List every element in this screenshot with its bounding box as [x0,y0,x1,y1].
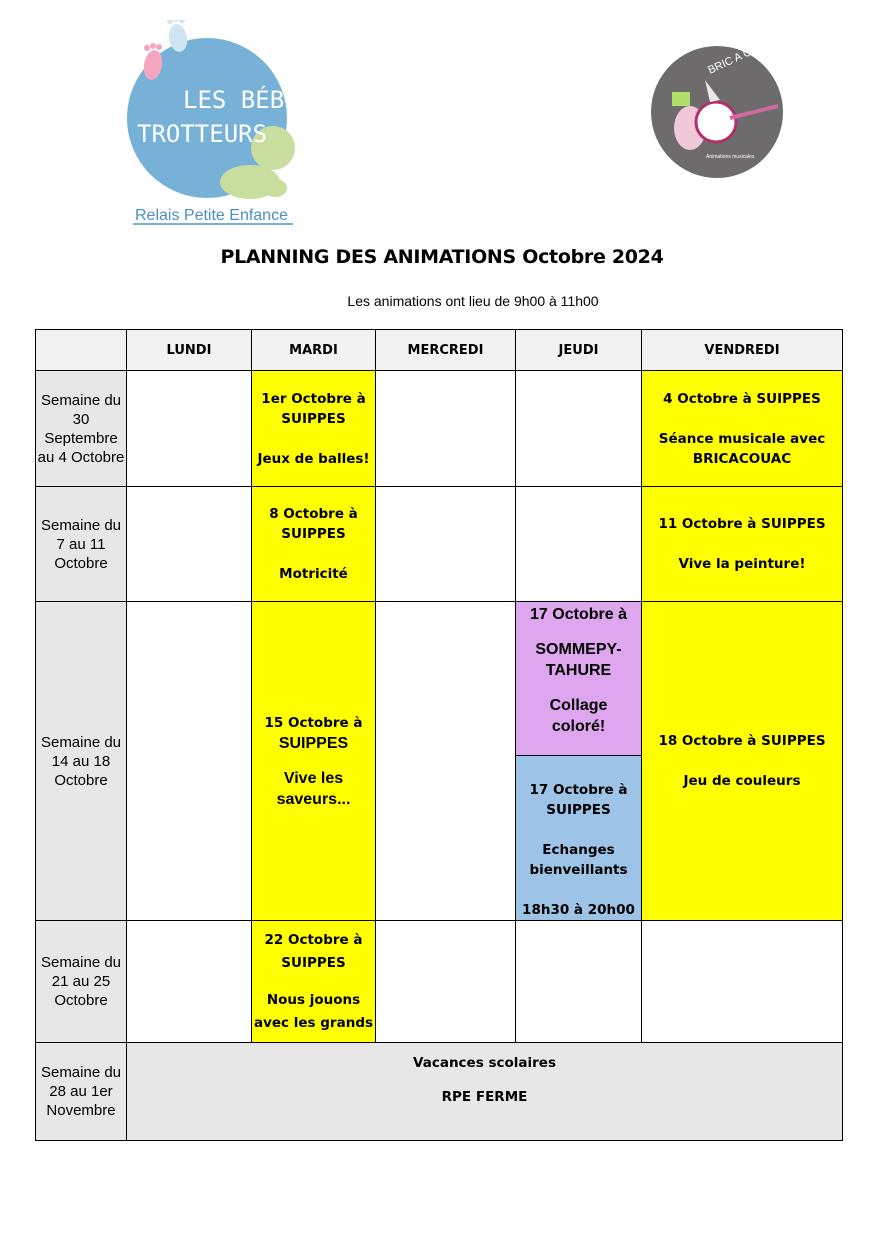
week-label-text: Semaine du 30 Septembre au 4 Octobre [37,391,125,466]
holiday-text: Vacances scolaires [413,1055,556,1071]
event-text: Jeu de couleurs [683,773,801,789]
event-text: SUIPPES [546,802,611,818]
event-text: Séance musicale avec [658,430,826,447]
empty-cell [375,601,516,921]
logo-line1: LES BÉBÉS [183,86,305,114]
header-lundi: LUNDI [126,329,252,371]
header-vendredi: VENDREDI [641,329,843,371]
event-text: SUIPPES [281,954,346,971]
empty-cell [515,920,642,1043]
week-label [35,601,127,921]
event-text: 22 Octobre à [264,931,363,948]
header-mardi: MARDI [251,329,376,371]
event-cell [641,370,843,487]
header-corner [35,329,127,371]
page-title: PLANNING DES ANIMATIONS Octobre 2024 [220,246,664,268]
week-label [35,486,127,602]
empty-cell [375,370,516,487]
event-cell [251,486,376,602]
event-cell [515,601,642,756]
event-text: Vive les [283,769,344,787]
event-text: 18 Octobre à SUIPPES [658,733,826,749]
event-cell [641,486,843,602]
header-mercredi: MERCREDI [375,329,516,371]
empty-cell [126,486,252,602]
logo-line2: TROTTEURS [137,120,268,148]
event-text: coloré! [551,718,606,735]
event-text: SUIPPES [278,734,349,752]
event-text: 17 Octobre à [529,782,628,798]
empty-cell [641,920,843,1043]
empty-cell [126,601,252,921]
holiday-cell [126,1042,843,1141]
week-label [35,920,127,1043]
planning-table [35,329,843,1141]
week-label-text: Semaine du 7 au 11 Octobre [40,516,122,572]
event-text: 1er Octobre à [261,390,366,407]
event-text: Vive la peinture! [678,556,806,572]
event-text: 8 Octobre à [269,506,358,522]
week-label [35,370,127,487]
event-text: 15 Octobre à [264,714,363,731]
event-text: Echanges [542,842,615,858]
page-subtitle: Les animations ont lieu de 9h00 à 11h00 [347,293,599,309]
event-cell [251,920,376,1043]
event-text: SOMMEPY- [535,641,622,658]
event-cell [515,755,642,921]
empty-cell [515,486,642,602]
event-text: Collage [549,697,608,714]
event-text: 4 Octobre à SUIPPES [663,390,821,407]
week-label-text: Semaine du 28 au 1er Novembre [40,1064,122,1119]
event-text: BRICACOUAC [692,450,792,467]
event-text: SUIPPES [281,526,346,542]
event-cell [641,601,843,921]
event-text: saveurs... [276,790,351,808]
event-text: bienveillants [529,862,628,878]
event-text: 11 Octobre à SUIPPES [658,516,826,532]
event-text: 17 Octobre à [530,606,627,623]
les-bebes-trotteurs-logo [125,20,305,228]
header-jeudi: JEUDI [515,329,642,371]
event-cell [251,601,376,921]
bricacouac-logo [650,40,790,180]
week-label-text: Semaine du 14 au 18 Octobre [40,733,122,789]
event-text: Jeux de balles! [257,450,370,467]
empty-cell [375,486,516,602]
event-cell [251,370,376,487]
logo-right-title: BRIC A COUAC [706,40,783,77]
empty-cell [375,920,516,1043]
event-text: TAHURE [545,662,612,679]
logo-right-subtext: Animations musicales [706,154,755,160]
empty-cell [126,370,252,487]
event-text: avec les grands [253,1014,374,1031]
week-label [35,1042,127,1141]
event-text: 18h30 à 20h00 [522,902,635,918]
empty-cell [126,920,252,1043]
week-label-text: Semaine du 21 au 25 Octobre [40,954,122,1009]
event-text: Nous jouons [266,991,361,1008]
event-text: Motricité [279,566,348,582]
holiday-text: RPE FERME [441,1089,528,1105]
logo-tagline: Relais Petite Enfance [135,207,288,224]
event-text: SUIPPES [281,410,346,427]
empty-cell [515,370,642,487]
